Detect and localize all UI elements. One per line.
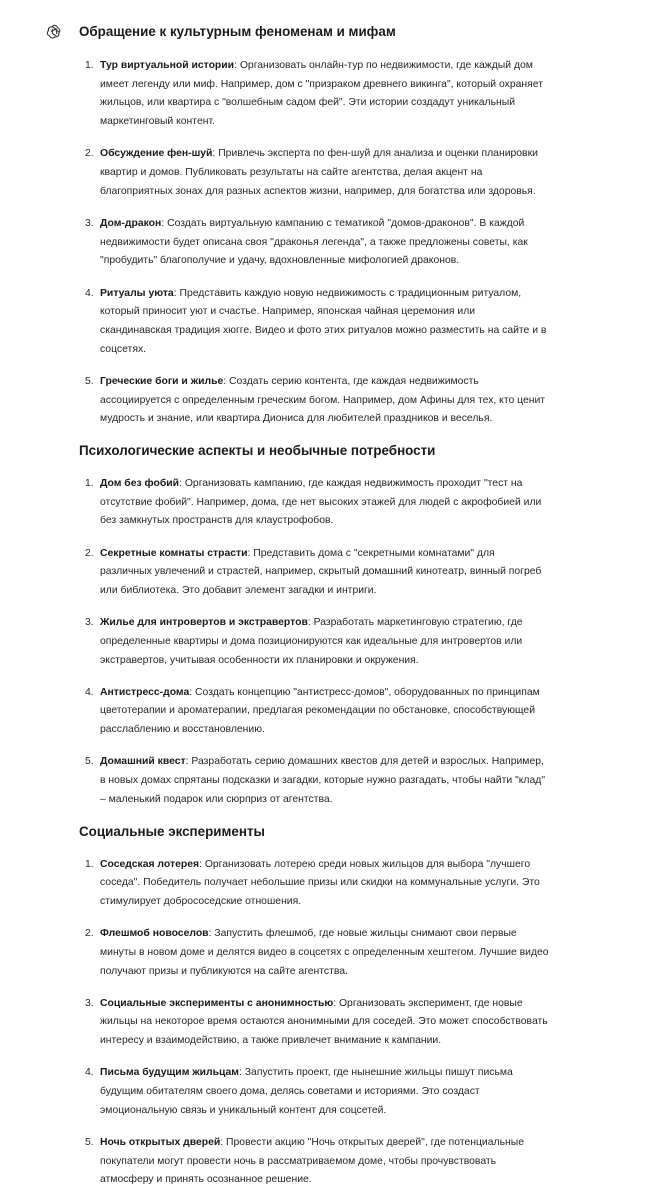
item-text: : Привлечь эксперта по фен-шуй для анализа и оценки планировки квартир и домов. Публиковать результаты на сайте агентства, делая акцент на благоприятных зонах для разных аспектов жизни, например, для богатства или здоровья. (100, 148, 538, 197)
list-item: 4. Ритуалы уюта: Представить каждую новую недвижимость с традиционным ритуалом, который приносит уют и счастье. Например, японская чайная церемония или скандинавская традиция хюгге. Видео и фото этих ритуалов можно разместить на сайте и в соцсетях. (85, 287, 547, 355)
list-item: 2. Флешмоб новоселов: Запустить флешмоб, где новые жильцы снимают свои первые минуты в новом доме и делятся видео в соцсетях с определенным хештегом. Лучшие видео получают призы и публикуются на сайте агентства. (85, 928, 549, 977)
item-text: : Организовать лотерею среди новых жильцов для выбора "лучшего соседа". Победитель получает небольшие призы или скидки на коммунальные услуги. Это стимулирует добрососедские отношения. (100, 858, 540, 907)
item-title: Флешмоб новоселов (100, 928, 209, 940)
item-text: : Создать концепцию "антистресс-домов", оборудованных по принципам цветотерапии и ароматерапии, предлагая рекомендации по обстановке, способствующей расслаблению и восстановлению. (100, 686, 540, 736)
list-item: 3. Социальные эксперименты с анонимностью: Организовать эксперимент, где новые жильцы на некоторое время остаются анонимными для соседей. Это может способствовать интересу и взаимодействию, а также привлечет внимание к кампании. (85, 997, 548, 1047)
list-item: 2. Обсуждение фен-шуй: Привлечь эксперта по фен-шуй для анализа и оценки планировки квартир и домов. Публиковать результаты на сайте агентства, делая акцент на благоприятных зонах для разных аспектов жизни, например, для богатства или здоровья. (85, 148, 538, 197)
assistant-logo-icon (46, 23, 63, 40)
item-title: Ночь открытых дверей (100, 1136, 221, 1148)
list-item: 3. Дом-дракон: Создать виртуальную кампанию с тематикой "домов-драконов". В каждой недвижимости будет описана своя "драконья легенда", а также предложены советы, как "пробудить" благополучие и удачу, вдохновленные мифологией драконов. (85, 217, 528, 267)
item-text: : Представить дома с "секретными комнатами" для различных увлечений и страстей, например, скрытый домашний кинотеатр, винный погреб или библиотека. Это добавит элемент загадки и интриги. (100, 547, 542, 596)
item-title: Тур виртуальной истории (100, 60, 235, 71)
list-item: 3. Жилье для интровертов и экстравертов: Разработать маркетинговую стратегию, где определенные квартиры и дома позиционируются как идеальные для интровертов или экстравертов, учитывая особенности их планировки и окружения. (85, 617, 523, 666)
item-title: Антистресс-дома (100, 686, 190, 698)
list-social (79, 856, 549, 1191)
list-item: 5. Ночь открытых дверей: Провести акцию "Ночь открытых дверей", где потенциальные покупатели могут провести ночь в рассматриваемом доме, чтобы прочувствовать атмосферу и принять осознанное решение. (85, 1136, 524, 1186)
chat-message (79, 22, 549, 1190)
item-title: Социальные эксперименты с анонимностью (100, 997, 334, 1009)
item-title: Жилье для интровертов и экстравертов (100, 617, 308, 629)
item-text: : Организовать эксперимент, где новые жильцы на некоторое время остаются анонимными для соседей. Это может способствовать интересу и взаимодействию, а также привлечет внимание к кампании. (100, 997, 548, 1047)
item-title: Дом без фобий (100, 477, 180, 489)
item-title: Секретные комнаты страсти (100, 547, 248, 559)
item-text: : Разработать серию домашних квестов для детей и взрослых. Например, в новых домах спрятаны подсказки и загадки, которые нужно разгадать, чтобы найти "клад" – маленький подарок или сюрприз от агентства. (100, 756, 546, 805)
list-item: 4. Письма будущим жильцам: Запустить проект, где нынешние жильцы пишут письма будущим обитателям своего дома, делясь советами и историями. Это создаст эмоциональную связь и уникальный контент для соцсетей. (85, 1067, 513, 1116)
section-title-social: Социальные эксперименты (79, 823, 265, 839)
item-text: : Провести акцию "Ночь открытых дверей", где потенциальные покупатели могут провести ночь в рассматриваемом доме, чтобы прочувствовать атмосферу и принять осознанное решение. (100, 1136, 524, 1186)
item-text: : Запустить флешмоб, где новые жильцы снимают свои первые минуты в новом доме и делятся видео в соцсетях с определенным хештегом. Лучшие видео получают призы и публикуются на сайте агентства. (100, 928, 549, 977)
list-item: 5. Греческие боги и жилье: Создать серию контента, где каждая недвижимость ассоциируется с определенным греческим богом. Например, дом Афины для тех, кто ценит мудрость и знание, или квартира Диониса для любителей праздников и веселья. (85, 375, 546, 425)
item-text: : Запустить проект, где нынешние жильцы пишут письма будущим обитателям своего дома, делясь советами и историями. Это создаст эмоциональную связь и уникальный контент для соцсетей. (100, 1067, 513, 1116)
item-text: : Организовать онлайн-тур по недвижимости, где каждый дом имеет легенду или миф. Например, дом с "призраком древнего викинга", который охраняет жильцов, или квартира с "волшебным садом фей". Эти истории создадут уникальный маркетинговый контент. (100, 60, 543, 128)
item-title: Греческие боги и жилье (100, 375, 224, 387)
list-item: 1. Тур виртуальной истории: Организовать онлайн-тур по недвижимости, где каждый дом имеет легенду или миф. Например, дом с "призраком древнего викинга", который охраняет жильцов, или квартира с "волшебным садом фей". Эти истории создадут уникальный маркетинговый контент. (85, 60, 543, 128)
item-title: Домашний квест (100, 756, 186, 768)
list-psychological (79, 475, 549, 810)
list-item: 2. Секретные комнаты страсти: Представить дома с "секретными комнатами" для различных увлечений и страстей, например, скрытый домашний кинотеатр, винный погреб или библиотека. Это добавит элемент загадки и интриги. (85, 547, 542, 596)
item-text: : Создать серию контента, где каждая недвижимость ассоциируется с определенным греческим богом. Например, дом Афины для тех, кто ценит мудрость и знание, или квартира Диониса для любителей праздников и веселья. (100, 375, 546, 425)
list-cultural (79, 57, 549, 429)
list-item: 5. Домашний квест: Разработать серию домашних квестов для детей и взрослых. Например, в новых домах спрятаны подсказки и загадки, которые нужно разгадать, чтобы найти "клад" – маленький подарок или сюрприз от агентства. (85, 756, 546, 805)
list-item: 1. Дом без фобий: Организовать кампанию, где каждая недвижимость проходит "тест на отсутствие фобий". Например, дома, где нет высоких этажей для людей с акрофобией или без замкнутых пространств для клаустрофобов. (85, 477, 542, 527)
item-text: : Представить каждую новую недвижимость с традиционным ритуалом, который приносит уют и счастье. Например, японская чайная церемония или скандинавская традиция хюгге. Видео и фото этих ритуалов можно разместить на сайте и в соцсетях. (100, 287, 547, 355)
item-title: Письма будущим жильцам (100, 1067, 239, 1079)
item-title: Дом-дракон (100, 217, 162, 229)
item-title: Ритуалы уюта (100, 287, 174, 299)
item-text: : Разработать маркетинговую стратегию, где определенные квартиры и дома позиционируются как идеальные для интровертов или экстравертов, учитывая особенности их планировки и окружения. (100, 617, 523, 666)
item-text: : Создать виртуальную кампанию с тематикой "домов-драконов". В каждой недвижимости будет описана своя "драконья легенда", а также предложены советы, как "пробудить" благополучие и удачу, вдохновленные мифологией драконов. (100, 217, 528, 267)
item-title: Соседская лотерея (100, 858, 200, 870)
list-item: 1. Соседская лотерея: Организовать лотерею среди новых жильцов для выбора "лучшего соседа". Победитель получает небольшие призы или скидки на коммунальные услуги. Это стимулирует добрососедские отношения. (85, 858, 540, 907)
section-title-cultural: Обращение к культурным феноменам и мифам (79, 24, 396, 39)
item-text: : Организовать кампанию, где каждая недвижимость проходит "тест на отсутствие фобий". Например, дома, где нет высоких этажей для людей с акрофобией или без замкнутых пространств для клаустрофобов. (100, 477, 542, 527)
section-title-psychological: Психологические аспекты и необычные потребности (79, 442, 436, 458)
item-title: Обсуждение фен-шуй (100, 148, 213, 160)
list-item: 4. Антистресс-дома: Создать концепцию "антистресс-домов", оборудованных по принципам цветотерапии и ароматерапии, предлагая рекомендации по обстановке, способствующей расслаблению и восстановлению. (85, 686, 540, 736)
